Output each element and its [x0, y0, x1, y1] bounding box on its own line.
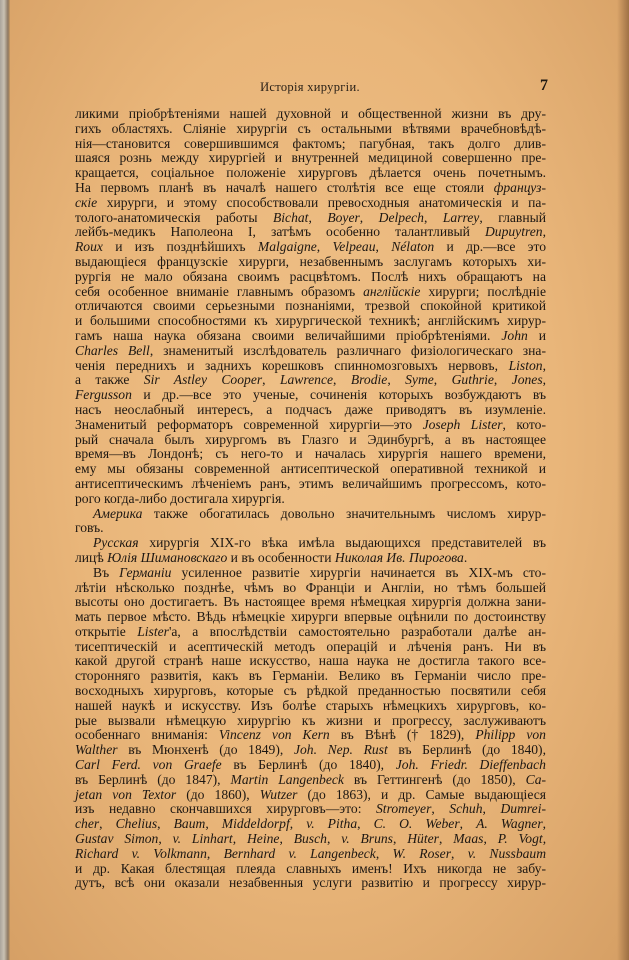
- text-run: ,: [392, 831, 408, 847]
- line-text: [75, 654, 546, 669]
- italic-text-run: Stromeyer: [376, 801, 432, 817]
- italic-text-run: jetan von Textor: [75, 786, 177, 802]
- text-run: выдающіеся французскіе хирурги, незабвеннымъ заслугамъ которыхъ хи-: [75, 253, 546, 269]
- text-run: изъ недавно скончавшихся хирурговъ—это:: [75, 801, 376, 817]
- italic-text-run: C. O. Weber: [373, 816, 460, 832]
- text-run: нія—становится совершившимся фактомъ; пагубная, такъ долго длив-: [75, 135, 546, 151]
- text-run: насъ неослабный интересъ, а подчасъ даже приводятъ въ изумленіе.: [75, 401, 546, 417]
- text-run: ,: [157, 816, 174, 832]
- text-run: ,: [326, 831, 342, 847]
- text-run: Въ: [93, 564, 120, 580]
- line-text: [75, 388, 546, 403]
- text-run: какой другой странѣ наше искусство, наша наука не достигла такого все-: [75, 653, 546, 669]
- italic-text-run: A. Wagner: [476, 816, 543, 832]
- italic-text-run: Baum: [173, 816, 206, 832]
- text-line: [75, 876, 546, 891]
- text-run: , главный: [479, 209, 547, 225]
- line-text: [75, 359, 546, 374]
- italic-text-run: Guthrie: [451, 372, 494, 388]
- italic-text-run: v. Nussbaum: [467, 845, 547, 861]
- italic-text-run: Larrey: [442, 209, 480, 225]
- text-run: ,: [459, 816, 477, 832]
- text-run: хирургія XIX-го вѣка имѣла выдающихся представителей въ: [138, 535, 546, 551]
- line-text: [75, 181, 546, 196]
- text-run: въ Берлинѣ (до 1840),: [221, 757, 396, 773]
- text-line: [75, 211, 546, 226]
- line-text: [75, 640, 546, 655]
- line-text: [75, 728, 546, 743]
- italic-text-run: John: [501, 327, 528, 343]
- line-text: [75, 788, 546, 803]
- text-line: [75, 862, 546, 877]
- italic-text-run: v. Bruns: [341, 831, 393, 847]
- text-run: ,: [158, 831, 173, 847]
- line-text: [75, 344, 546, 359]
- text-run: ,: [357, 816, 374, 832]
- italic-text-run: v. Linhart: [172, 831, 233, 847]
- text-run: въ Геттингенѣ (до 1850),: [343, 771, 526, 787]
- text-line: [75, 699, 546, 714]
- italic-text-run: Velpeau: [332, 239, 376, 255]
- text-run: отличаются своими серьезными познаніями, трезвой спокойной критикой: [75, 298, 546, 314]
- text-line: [75, 595, 546, 610]
- text-run: ,: [232, 831, 247, 847]
- italic-text-run: Walther: [75, 742, 118, 758]
- text-line: [75, 507, 546, 522]
- text-run: (до 1863), и др. Самые выдающіеся: [297, 786, 546, 802]
- text-run: На первомъ планѣ въ началѣ нашего столѣтія все еще стояли: [75, 179, 494, 195]
- text-run: рые вызвали нѣмецкую хирургію къ жизни и прогрессу, заслуживаютъ: [75, 712, 546, 728]
- line-text: [75, 433, 546, 448]
- italic-text-run: Roux: [75, 239, 103, 255]
- text-run: 'а, а впослѣдствіи самостоятельно разработали далѣе ан-: [168, 623, 547, 639]
- italic-text-run: Boyer: [327, 209, 360, 225]
- line-text: [75, 758, 546, 773]
- text-line: [75, 270, 546, 285]
- text-line: [75, 832, 546, 847]
- line-text: [75, 862, 546, 877]
- text-line: [75, 447, 546, 462]
- italic-text-run: Philipp von: [475, 727, 546, 743]
- page-edge-right: [617, 0, 629, 960]
- line-text: [75, 166, 546, 181]
- line-text: [75, 107, 546, 122]
- text-line: [75, 773, 546, 788]
- line-text: [75, 403, 546, 418]
- text-run: ,: [289, 816, 307, 832]
- text-run: въ Мюнхенѣ (до 1849),: [117, 742, 294, 758]
- line-text: [75, 581, 546, 596]
- italic-text-run: Heine: [246, 831, 280, 847]
- line-text: [93, 566, 546, 581]
- text-line: [75, 344, 546, 359]
- text-line: [75, 418, 546, 433]
- text-run: тисептическій и асептическій методъ операцій и лѣченія ранъ. Ни въ: [75, 638, 546, 654]
- line-text: [75, 151, 546, 166]
- text-run: ,: [542, 372, 547, 388]
- text-block: [75, 107, 546, 891]
- text-run: въ Вѣнѣ († 1829),: [329, 727, 476, 743]
- italic-text-run: Middeldorpf: [221, 816, 290, 832]
- text-run: ,: [493, 372, 512, 388]
- text-run: (до 1860),: [176, 786, 260, 802]
- text-run: ченія переднихъ и заднихъ корешковъ спинномозговыхъ нервовъ,: [75, 357, 509, 373]
- line-text: [75, 137, 546, 152]
- text-line: [75, 107, 546, 122]
- text-run: и: [527, 327, 546, 343]
- line-text: [75, 418, 546, 433]
- italic-text-run: Nélaton: [391, 239, 435, 255]
- text-line: [75, 373, 546, 388]
- italic-text-run: P. Vogt: [497, 831, 543, 847]
- text-run: ,: [359, 209, 379, 225]
- line-text: [75, 447, 546, 462]
- italic-text-run: Jones: [511, 372, 543, 388]
- text-run: ,: [206, 845, 224, 861]
- text-run: рого когда-либо достигала хирургія.: [75, 490, 285, 506]
- text-line: [75, 181, 546, 196]
- text-line: [75, 166, 546, 181]
- italic-text-run: Joh. Nep. Rust: [293, 742, 388, 758]
- italic-text-run: v. Pitha: [306, 816, 358, 832]
- italic-text-run: Richard v. Volkmann: [75, 845, 207, 861]
- line-text: [93, 536, 546, 551]
- text-line: [75, 758, 546, 773]
- text-line: [75, 477, 546, 492]
- text-line: [75, 640, 546, 655]
- text-run: лицѣ: [75, 549, 108, 565]
- text-line: [75, 536, 546, 551]
- italic-text-run: Maas: [453, 831, 484, 847]
- text-run: и въ особенности: [227, 549, 335, 565]
- page-number: 7: [540, 77, 548, 94]
- paragraph: [75, 507, 546, 537]
- text-run: усиленное развитіе хирургіи начинается въ XIX-мъ сто-: [171, 564, 546, 580]
- italic-text-run: Русская: [93, 535, 139, 551]
- text-run: ,: [99, 816, 116, 832]
- text-run: толого-анатомическія работы: [75, 209, 273, 225]
- italic-text-run: Brodie: [350, 372, 388, 388]
- italic-text-run: Gustav Simon: [75, 831, 159, 847]
- text-run: ,: [308, 209, 328, 225]
- text-run: ,: [482, 801, 501, 817]
- line-text: [75, 876, 546, 891]
- text-run: кращается, соціальное положеніе хирурговъ дѣлается очень почетнымъ.: [75, 165, 546, 181]
- text-run: хирурги; послѣдніе: [420, 283, 546, 299]
- text-run: дутъ, всѣ они оказали незабвенныя услуги развитію и прогрессу хирур-: [75, 875, 546, 891]
- italic-text-run: Lister: [137, 623, 169, 639]
- italic-text-run: Charles Bell: [75, 342, 150, 358]
- text-line: [75, 196, 546, 211]
- italic-text-run: Ca-: [525, 771, 547, 787]
- paragraph: [75, 566, 546, 892]
- text-run: и др.—все это ученые, сочиненія которыхъ возбуждаютъ въ: [131, 387, 546, 403]
- italic-text-run: Юлія Шимановскаго: [107, 549, 228, 565]
- line-text: [75, 285, 546, 300]
- text-run: ,: [205, 816, 222, 832]
- text-run: ,: [279, 831, 294, 847]
- italic-text-run: Wutzer: [259, 786, 298, 802]
- italic-text-run: Martin Langenbeck: [230, 771, 344, 787]
- italic-text-run: Dupuytren: [484, 224, 543, 240]
- text-run: ,: [316, 239, 333, 255]
- text-line: [75, 225, 546, 240]
- line-text: [75, 714, 546, 729]
- text-run: ,: [483, 831, 498, 847]
- italic-text-run: Joseph Lister: [422, 416, 503, 432]
- italic-text-run: скіе: [75, 194, 98, 210]
- line-text: [75, 847, 546, 862]
- text-line: [75, 743, 546, 758]
- text-line: [75, 255, 546, 270]
- text-run: ликими пріобрѣтеніями нашей духовной и общественной жизни въ дру-: [75, 106, 546, 121]
- line-text: [75, 122, 546, 137]
- italic-text-run: Schuh: [449, 801, 483, 817]
- text-run: ,: [387, 372, 406, 388]
- paragraph: [75, 536, 546, 566]
- text-line: [75, 684, 546, 699]
- running-head: Исторія хирургіи.: [260, 80, 360, 94]
- text-line: [75, 788, 546, 803]
- line-text: [75, 684, 546, 699]
- line-text: [75, 314, 546, 329]
- italic-text-run: cher: [75, 816, 100, 832]
- text-line: [75, 137, 546, 152]
- line-text: [93, 507, 546, 522]
- line-text: [75, 196, 546, 211]
- line-text: [75, 462, 546, 477]
- text-run: и др.—все это: [434, 239, 547, 255]
- text-line: [75, 122, 546, 137]
- text-run: ,: [542, 816, 547, 832]
- line-text: [75, 477, 546, 492]
- text-run: въ Берлинѣ (до 1847),: [75, 771, 231, 787]
- text-run: и др. Какая блестящая плеяда славныхъ именъ! Ихъ никогда не забу-: [75, 860, 546, 876]
- line-text: [75, 832, 546, 847]
- italic-text-run: француз-: [493, 179, 546, 195]
- text-run: восходныхъ хирурговъ, которые съ рѣдкой преданностью посвятили себя: [75, 683, 546, 699]
- italic-text-run: Malgaigne: [257, 239, 317, 255]
- italic-text-run: Lawrence: [279, 372, 334, 388]
- text-run: говъ.: [75, 520, 104, 536]
- text-line: [75, 240, 546, 255]
- italic-text-run: Joh. Friedr. Dieffenbach: [395, 757, 546, 773]
- text-run: рургія не мало обязана своимъ расцвѣтомъ. Послѣ нихъ обращаютъ на: [75, 268, 546, 284]
- text-run: .: [463, 549, 468, 565]
- italic-text-run: Delpech: [378, 209, 424, 225]
- line-text: [75, 669, 546, 684]
- line-text: [75, 240, 546, 255]
- text-line: [75, 521, 546, 536]
- text-run: ,: [438, 831, 454, 847]
- text-line: [75, 654, 546, 669]
- italic-text-run: Германіи: [119, 564, 172, 580]
- italic-text-run: W. Roser: [392, 845, 451, 861]
- text-run: лейбъ-медикъ Наполеона I, затѣмъ особенно талантливый: [75, 224, 485, 240]
- text-line: [75, 433, 546, 448]
- text-run: гихъ областяхъ. Сліяніе хирургіи съ остальными вѣтвями врачебновѣдѣ-: [75, 120, 546, 136]
- text-run: время—въ Лондонѣ; съ него-то и началась хирургія нашего времени,: [75, 446, 546, 462]
- line-text: [75, 211, 546, 226]
- text-run: сторонняго развитія, какъ въ Германіи. Велико въ Германіи число пре-: [75, 668, 546, 684]
- text-run: гамъ наша наука обязана своими величайшими пріобрѣтеніями.: [75, 327, 502, 343]
- text-run: рый сначала былъ хирургомъ въ Глазго и Эдинбургѣ, а въ настоящее: [75, 431, 546, 447]
- line-text: [75, 299, 546, 314]
- italic-text-run: Bernhard v. Langenbeck: [223, 845, 376, 861]
- text-run: также обогатилась довольно значительнымъ числомъ хирур-: [142, 505, 546, 521]
- line-text: [75, 625, 546, 640]
- text-run: ,: [262, 372, 280, 388]
- text-run: хирурги, и этому способствовали превосходныя анатомическія и па-: [97, 194, 546, 210]
- text-line: [75, 462, 546, 477]
- line-text: [75, 610, 546, 625]
- text-line: [75, 299, 546, 314]
- text-run: и большими способностями къ хирургической техникѣ; англійскимъ хирур-: [75, 313, 546, 329]
- text-line: [75, 314, 546, 329]
- text-line: [75, 847, 546, 862]
- italic-text-run: Liston: [508, 357, 543, 373]
- text-run: ,: [333, 372, 351, 388]
- line-text: [75, 743, 546, 758]
- text-line: [75, 492, 546, 507]
- line-text: [75, 551, 467, 566]
- text-line: [75, 817, 546, 832]
- text-line: [75, 359, 546, 374]
- text-run: высоты оно достигаетъ. Въ настоящее время нѣмецкая хирургія должна зани-: [75, 594, 546, 610]
- text-run: шаяся рознь между хирургіей и внутренней медициной совершенно пре-: [75, 150, 546, 166]
- text-run: ,: [542, 357, 546, 373]
- line-text: [75, 373, 546, 388]
- text-run: , кото-: [502, 416, 547, 432]
- line-text: [75, 255, 546, 270]
- text-run: ему мы обязаны современной антисептической оперативной техникой и: [75, 461, 546, 477]
- line-text: [75, 773, 546, 788]
- text-line: [75, 625, 546, 640]
- page-edge-left: [0, 0, 10, 960]
- italic-text-run: Hüter: [407, 831, 439, 847]
- text-run: ,: [451, 845, 468, 861]
- text-run: , знаменитый изслѣдователь различнаго физіологическаго зна-: [149, 342, 546, 358]
- paragraph: [75, 107, 546, 507]
- text-run: ,: [542, 831, 547, 847]
- italic-text-run: Sir Astley Cooper: [143, 372, 263, 388]
- text-run: ,: [423, 209, 443, 225]
- text-line: [75, 610, 546, 625]
- line-text: [75, 521, 104, 536]
- text-run: ,: [375, 845, 393, 861]
- text-line: [75, 714, 546, 729]
- text-run: ,: [375, 239, 392, 255]
- text-line: [75, 285, 546, 300]
- text-line: [75, 551, 546, 566]
- text-run: Знаменитый реформаторъ современной хирургіи—это: [75, 416, 423, 432]
- italic-text-run: Dumrei-: [500, 801, 547, 817]
- italic-text-run: Chelius: [115, 816, 158, 832]
- italic-text-run: Syme: [405, 372, 434, 388]
- line-text: [75, 329, 546, 344]
- text-run: ,: [433, 372, 452, 388]
- text-run: ,: [542, 224, 546, 240]
- text-line: [75, 151, 546, 166]
- line-text: [75, 802, 546, 817]
- text-line: [75, 388, 546, 403]
- italic-text-run: Bichat: [272, 209, 309, 225]
- italic-text-run: Fergusson: [75, 387, 132, 403]
- line-text: [75, 595, 546, 610]
- italic-text-run: англійскіе: [363, 283, 421, 299]
- line-text: [75, 270, 546, 285]
- line-text: [75, 492, 285, 507]
- text-line: [75, 581, 546, 596]
- text-run: въ Берлинѣ (до 1840),: [387, 742, 546, 758]
- italic-text-run: Америка: [93, 505, 143, 521]
- text-run: лѣтіи нѣсколько позднѣе, чѣмъ во Франціи и Англіи, но тѣмъ большей: [75, 579, 546, 595]
- text-line: [75, 728, 546, 743]
- text-run: мать первое мѣсто. Вѣдь нѣмецкіе хирурги впервые оцѣнили по достоинству: [75, 609, 546, 625]
- line-text: [75, 817, 546, 832]
- italic-text-run: Vincenz von Kern: [218, 727, 330, 743]
- text-line: [75, 329, 546, 344]
- text-run: открытіе: [75, 623, 138, 639]
- text-run: себя особенное вниманіе главнымъ образомъ: [75, 283, 364, 299]
- line-text: [75, 699, 546, 714]
- italic-text-run: Carl Ferd. von Graefe: [75, 757, 222, 773]
- text-run: особеннаго вниманія:: [75, 727, 219, 743]
- text-run: нашей наукѣ и искусству. Изъ болѣе старыхъ нѣмецкихъ хирурговъ, ко-: [75, 697, 546, 713]
- text-line: [75, 566, 546, 581]
- text-run: антисептическимъ лѣченіемъ ранъ, этимъ величайшимъ прогрессомъ, кото-: [75, 475, 546, 491]
- text-line: [75, 403, 546, 418]
- italic-text-run: Busch: [293, 831, 327, 847]
- text-run: и изъ позднѣйшихъ: [102, 239, 258, 255]
- text-line: [75, 802, 546, 817]
- line-text: [75, 225, 546, 240]
- text-run: а также: [75, 372, 144, 388]
- italic-text-run: Николая Ив. Пирогова: [334, 549, 464, 565]
- text-line: [75, 669, 546, 684]
- text-run: ,: [431, 801, 450, 817]
